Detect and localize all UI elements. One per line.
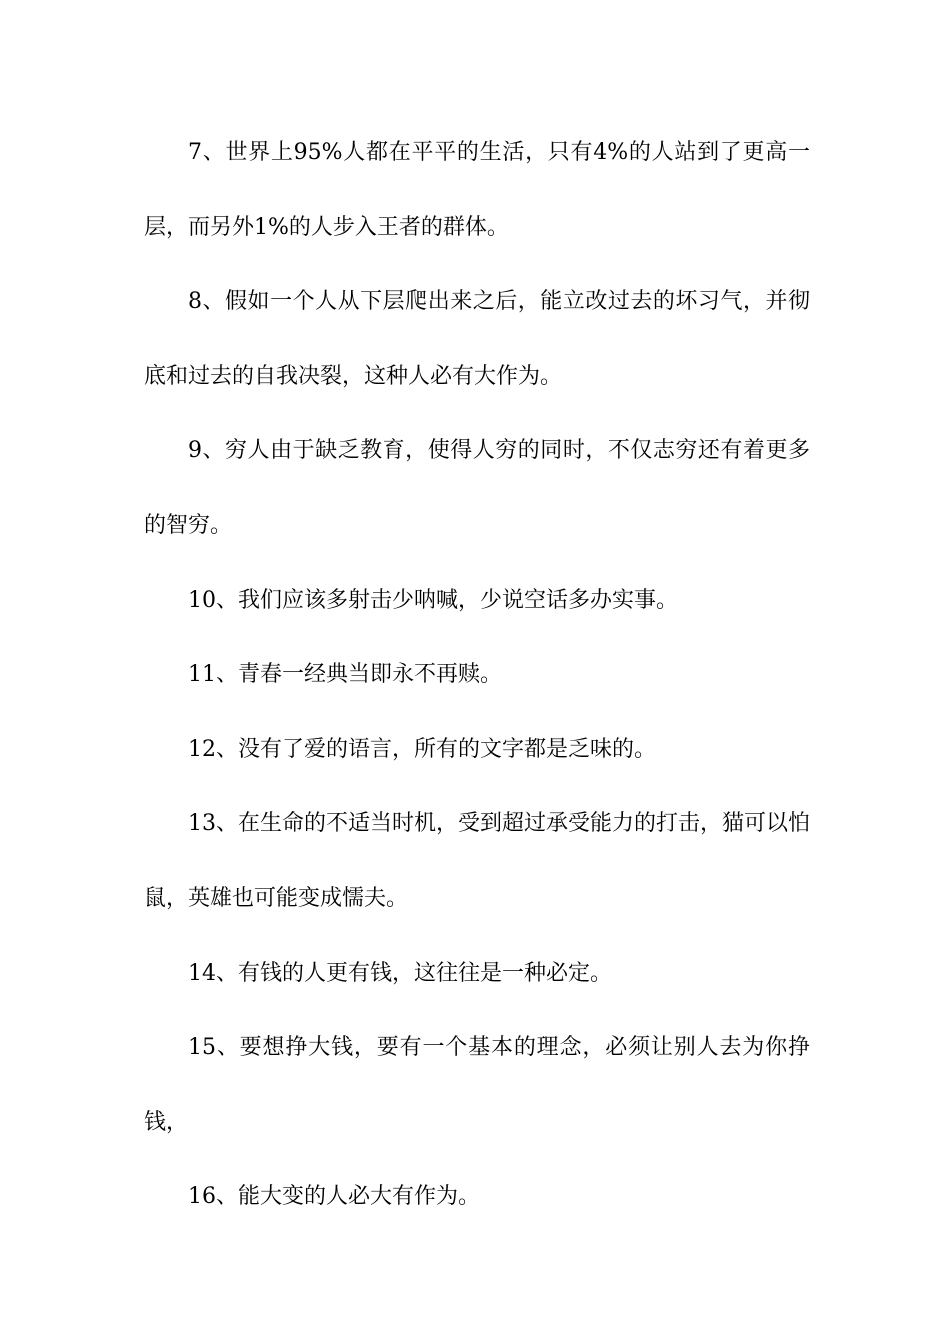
paragraph-14: 14、有钱的人更有钱，这往往是一种必定。 [188, 960, 612, 986]
paragraph-15: 15、要想挣大钱，要有一个基本的理念，必须让别人去为你挣钱， [144, 1035, 810, 1135]
paragraph-11: 11、青春一经典当即永不再赎。 [188, 662, 502, 688]
paragraph-12: 12、没有了爱的语言，所有的文字都是乏味的。 [188, 736, 656, 762]
paragraph-10: 10、我们应该多射击少呐喊，少说空话多办实事。 [188, 587, 678, 613]
paragraph-13: 13、在生命的不适当时机，受到超过承受能力的打击，猫可以怕鼠，英雄也可能变成懦夫。 [144, 811, 810, 911]
document-body [144, 116, 810, 1235]
paragraph-7: 7、世界上95%人都在平平的生活，只有4%的人站到了更高一层，而另外1%的人步入王者的群体。 [144, 140, 810, 240]
paragraph-9: 9、穷人由于缺乏教育，使得人穷的同时，不仅志穷还有着更多的智穷。 [144, 438, 810, 538]
paragraph-8: 8、假如一个人从下层爬出来之后，能立改过去的坏习气，并彻底和过去的自我决裂，这种人必有大作为。 [144, 289, 810, 389]
paragraph-16: 16、能大变的人必大有作为。 [188, 1184, 480, 1210]
